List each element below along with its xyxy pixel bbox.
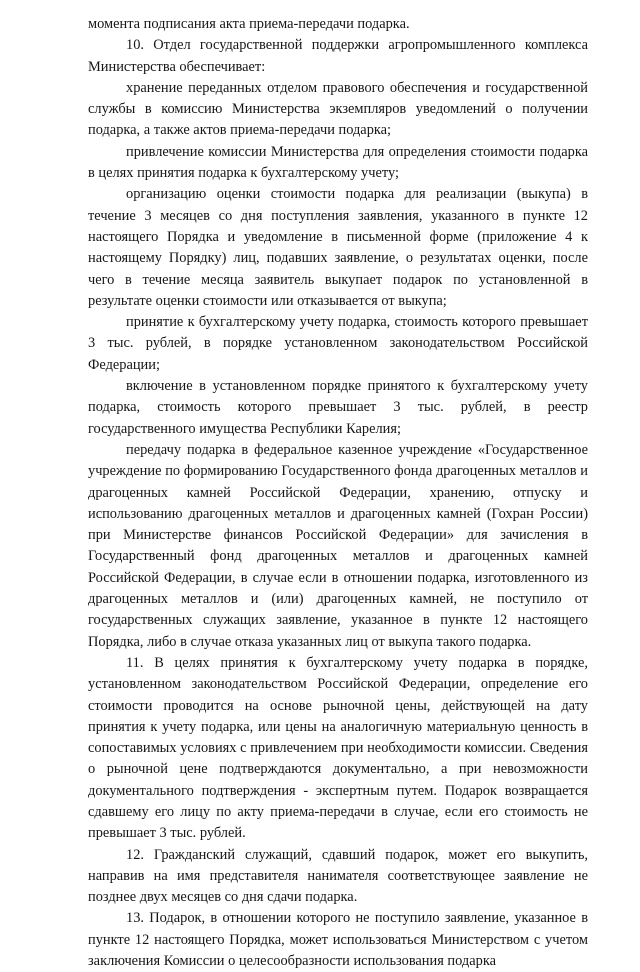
paragraph-item-11: 11. В целях принятия к бухгалтерскому учету подарка в порядке, установленном законодательством Российской Федерации, определение его стоимости проводится на основе рыночной цены, действующей на дату принятия к учету подарка, или цены на аналогичную материальную ценность в сопоставимых условиях с привлечением при необходимости комиссии. Сведения о рыночной цене подтверждаются документально, а при невозможности документального подтверждения - экспертным путем. Подарок возвращается сдавшему его лицу по акту приема-передачи в случае, если его стоимость не превышает 3 тыс. рублей.	[88, 654, 588, 842]
paragraph-transfer-duty: передачу подарка в федеральное казенное учреждение «Государственное учреждение по формированию Государственного фонда драгоценных металлов и драгоценных камней Российской Федерации, хранению, отпуску и использованию драгоценных металлов и драгоценных камней (Гохран России) при Министерстве финансов Российской Федерации» для зачисления в Государственный фонд драгоценных металлов и драгоценных камней Российской Федерации, в случае если в отношении подарка, изготовленного из драгоценных металлов и (или) драгоценных камней, не поступило от государственных служащих заявление, указанное в пункте 12 настоящего Порядка, либо в случае отказа указанных лиц от выкупа такого подарка.	[88, 441, 588, 650]
paragraph-registry-duty: включение в установленном порядке принятого к бухгалтерскому учету подарка, стоимость которого превышает 3 тыс. рублей, в реестр государственного имущества Республики Карелия;	[88, 378, 588, 437]
paragraph-item-10: 10. Отдел государственной поддержки агропромышленного комплекса Министерства обеспечивает:	[88, 37, 588, 75]
paragraph-item-12: 12. Гражданский служащий, сдавший подарок, может его выкупить, направив на имя представителя нанимателя соответствующее заявление не позднее двух месяцев со дня сдачи подарка.	[88, 846, 588, 906]
paragraph-accounting-duty: принятие к бухгалтерскому учету подарка, стоимость которого превышает 3 тыс. рублей, в порядке установленном законодательством Российской Федерации;	[88, 314, 588, 373]
paragraph-item-13: 13. Подарок, в отношении которого не поступило заявление, указанное в пункте 12 настоящего Порядка, может использоваться Министерством с учетом заключения Комиссии о целесообразности использования подарка	[88, 910, 588, 970]
paragraph-valuation-duty: организацию оценки стоимости подарка для реализации (выкупа) в течение 3 месяцев со дня поступления заявления, указанного в пункте 12 настоящего Порядка и уведомление в письменной форме (приложение 4 к настоящему Порядку) лиц, подавших заявление, о результатах оценки, после чего в течение месяца заявитель выкупает подарок по установленной в результате оценки стоимости или отказывается от выкупа;	[88, 186, 588, 309]
paragraph-storage-duty: хранение переданных отделом правового обеспечения и государственной службы в комиссию Министерства экземпляров уведомлений о получении подарка, а также актов приема-передачи подарка;	[88, 79, 588, 139]
document-page	[88, 14, 588, 972]
paragraph-continuation: момента подписания акта приема-передачи подарка.	[88, 16, 410, 32]
paragraph-commission-duty: привлечение комиссии Министерства для определения стоимости подарка в целях принятия подарка к бухгалтерскому учету;	[88, 143, 588, 182]
